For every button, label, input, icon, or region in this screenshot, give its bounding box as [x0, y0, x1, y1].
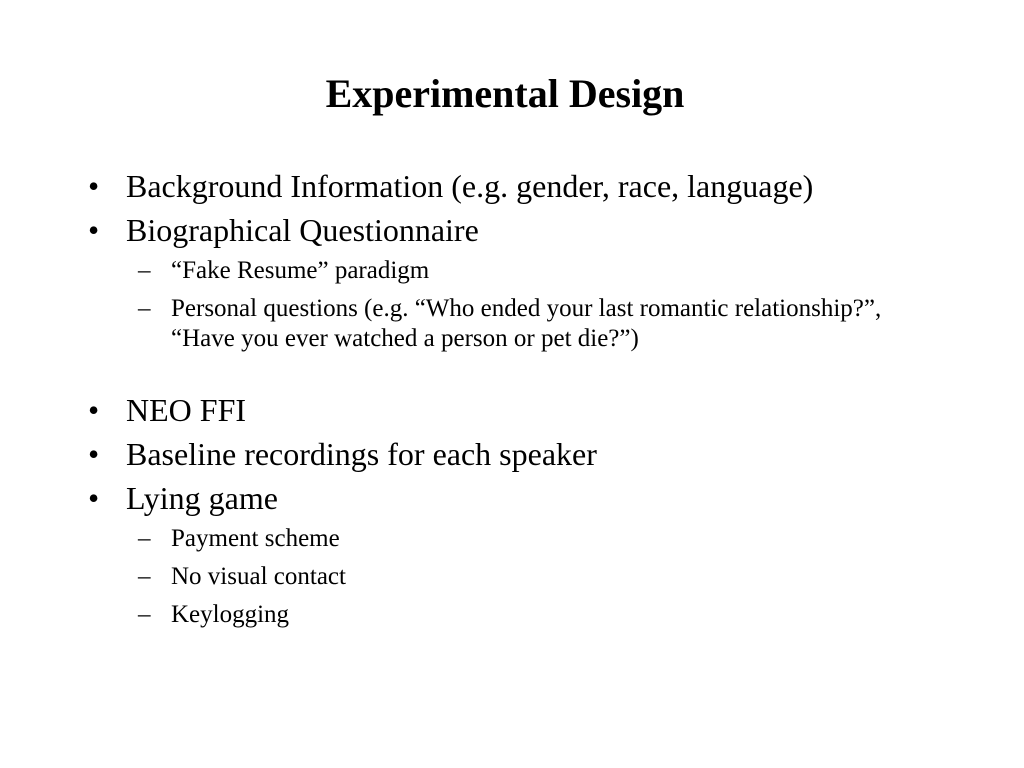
sub-list-item-text: Keylogging [171, 601, 290, 628]
sub-list-item-text: No visual contact [171, 563, 346, 590]
bullet-icon: • [88, 436, 100, 472]
list-item [88, 434, 597, 474]
sub-list-item [138, 524, 340, 554]
sub-list-item [138, 256, 430, 286]
dash-icon: – [138, 257, 151, 284]
list-item-text: Background Information (e.g. gender, race, language) [126, 168, 814, 204]
dash-icon: – [138, 525, 151, 552]
sub-list-item [138, 600, 290, 630]
list-item-text: Biographical Questionnaire [126, 212, 479, 248]
dash-icon: – [138, 295, 151, 322]
slide-title: Experimental Design [325, 71, 685, 116]
bullet-icon: • [88, 212, 100, 248]
sub-list-item [138, 294, 911, 354]
list-item [88, 390, 247, 430]
bullet-icon: • [88, 480, 100, 516]
list-item-text: Baseline recordings for each speaker [126, 436, 597, 472]
sub-list-item-text: Personal questions (e.g. “Who ended your last romantic relationship?”, “Have you ever watched a person or pet die?”) [171, 295, 882, 352]
sub-list-item-text: Payment scheme [171, 525, 340, 552]
sub-list-item [138, 562, 346, 592]
list-item-text: Lying game [126, 480, 278, 516]
list-item-text: NEO FFI [126, 392, 247, 428]
dash-icon: – [138, 563, 151, 590]
list-item [88, 210, 479, 250]
sub-list-item-text: “Fake Resume” paradigm [171, 257, 430, 284]
list-item [88, 478, 278, 518]
bullet-icon: • [88, 392, 100, 428]
list-item [88, 166, 814, 206]
dash-icon: – [138, 601, 151, 628]
bullet-icon: • [88, 168, 100, 204]
